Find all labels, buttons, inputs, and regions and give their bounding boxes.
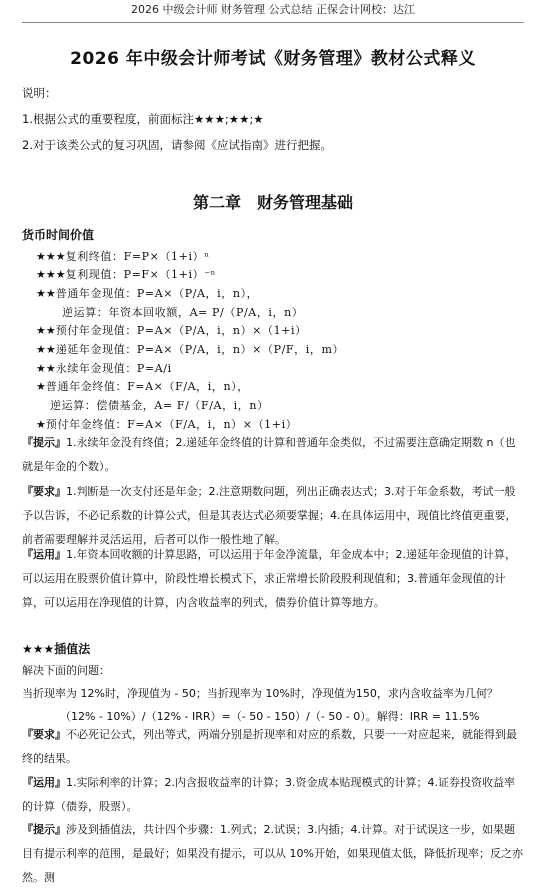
formula-ordinary-annuity-pv: ★★普通年金现值：P=A×（P/A，i，n）， [36,287,259,300]
formula-compound-future-value: ★★★复利终值：F=P×（1+i）ⁿ [36,250,210,263]
document-title: 2026 年中级会计师考试《财务管理》教材公式释义 [70,49,476,69]
problem-statement: 当折现率为 12%时，净现值为 - 50；当折现率为 10%时，净现值为150，求内含收益率为几何？ [22,687,498,700]
tip-paragraph-2: 『提示』涉及到插值法，共计四个步骤：1.列式；2.试误；3.内插；4.计算。对于试误这一步，如果题目有提示利率的范围，是最好；如果没有提示，可以从 10%开始，如果现值太低，降低折现率；反之亦然。测 [22,823,523,884]
chapter-title: 第二章 财务管理基础 [192,193,353,212]
formula-annuity-due-pv: ★★预付年金现值：P=A×（P/A，i，n）×（1+i） [36,324,307,337]
formula-ordinary-annuity-fv: ★普通年金终值：F=A×（F/A，i，n）， [36,380,249,393]
problem-label: 解决下面的问题： [22,664,110,677]
formula-deferred-annuity-pv: ★★递延年金现值：P=A×（P/A，i，n）×（P/F，i，m） [36,343,345,356]
formula-annuity-due-fv: ★预付年金终值：F=A×（F/A，i，n）×（1+i） [36,418,298,431]
interpolation-equation: （12% - 10%）/（12% - IRR）=（- 50 - 150）/（- 50 - 0）。解得：IRR = 11.5% [60,710,480,723]
formula-compound-present-value: ★★★复利现值：P=F×（1+i）⁻ⁿ [36,268,216,281]
application-paragraph-1: 『运用』1.年资本回收额的计算思路，可以运用于年金净流量，年金成本中；2.递延年金现值的计算，可以运用在股票价值计算中，阶段性增长模式下，求正常增长阶段股利现值和；3.普通年金现值的计算，可以运用在净现值的计算，内含收益率的列式，债券价值计算等地方。 [22,548,516,609]
intro-line-1: 1.根据公式的重要程度，前面标注★★★;★★;★ [22,112,264,126]
formula-capital-recovery: 逆运算：年资本回收额，A= P/（P/A，i，n） [62,306,304,319]
tip-paragraph-1: 『提示』1.永续年金没有终值；2.递延年金终值的计算和普通年金类似，不过需要注意确定期数 n（也就是年金的个数）。 [22,436,516,473]
application-paragraph-2: 『运用』1.实际利率的计算；2.内含报收益率的计算；3.资金成本贴现模式的计算；4.证券投资收益率的计算（债券，股票）。 [22,776,515,813]
section-heading-time-value: 货币时间价值 [22,228,95,242]
requirement-paragraph-1: 『要求』1.判断是一次支付还是年金；2.注意期数问题，列出正确表达式；3.对于年金系数，考试一般予以告诉，不必记系数的计算公式，但是其表达式必须要掌握；4.在具体运用中，现值比终值更重要，前者需要理解并灵活运用，后者可以作一般性地了解。 [22,485,517,546]
page-header: 2026 中级会计师 财务管理 公式总结 正保会计网校：达江 [22,0,524,23]
requirement-paragraph-2: 『要求』不必死记公式，列出等式，两端分别是折现率和对应的系数，只要一一对应起来，就能得到最终的结果。 [22,728,517,765]
formula-sinking-fund: 逆运算：偿债基金，A= F/（F/A，i，n） [50,399,269,412]
section-heading-interpolation: ★★★插值法 [22,642,91,656]
intro-label: 说明： [22,86,57,100]
intro-line-2: 2.对于该类公式的复习巩固，请参阅《应试指南》进行把握。 [22,138,332,152]
formula-perpetuity-pv: ★★永续年金现值：P=A/i [36,362,172,375]
